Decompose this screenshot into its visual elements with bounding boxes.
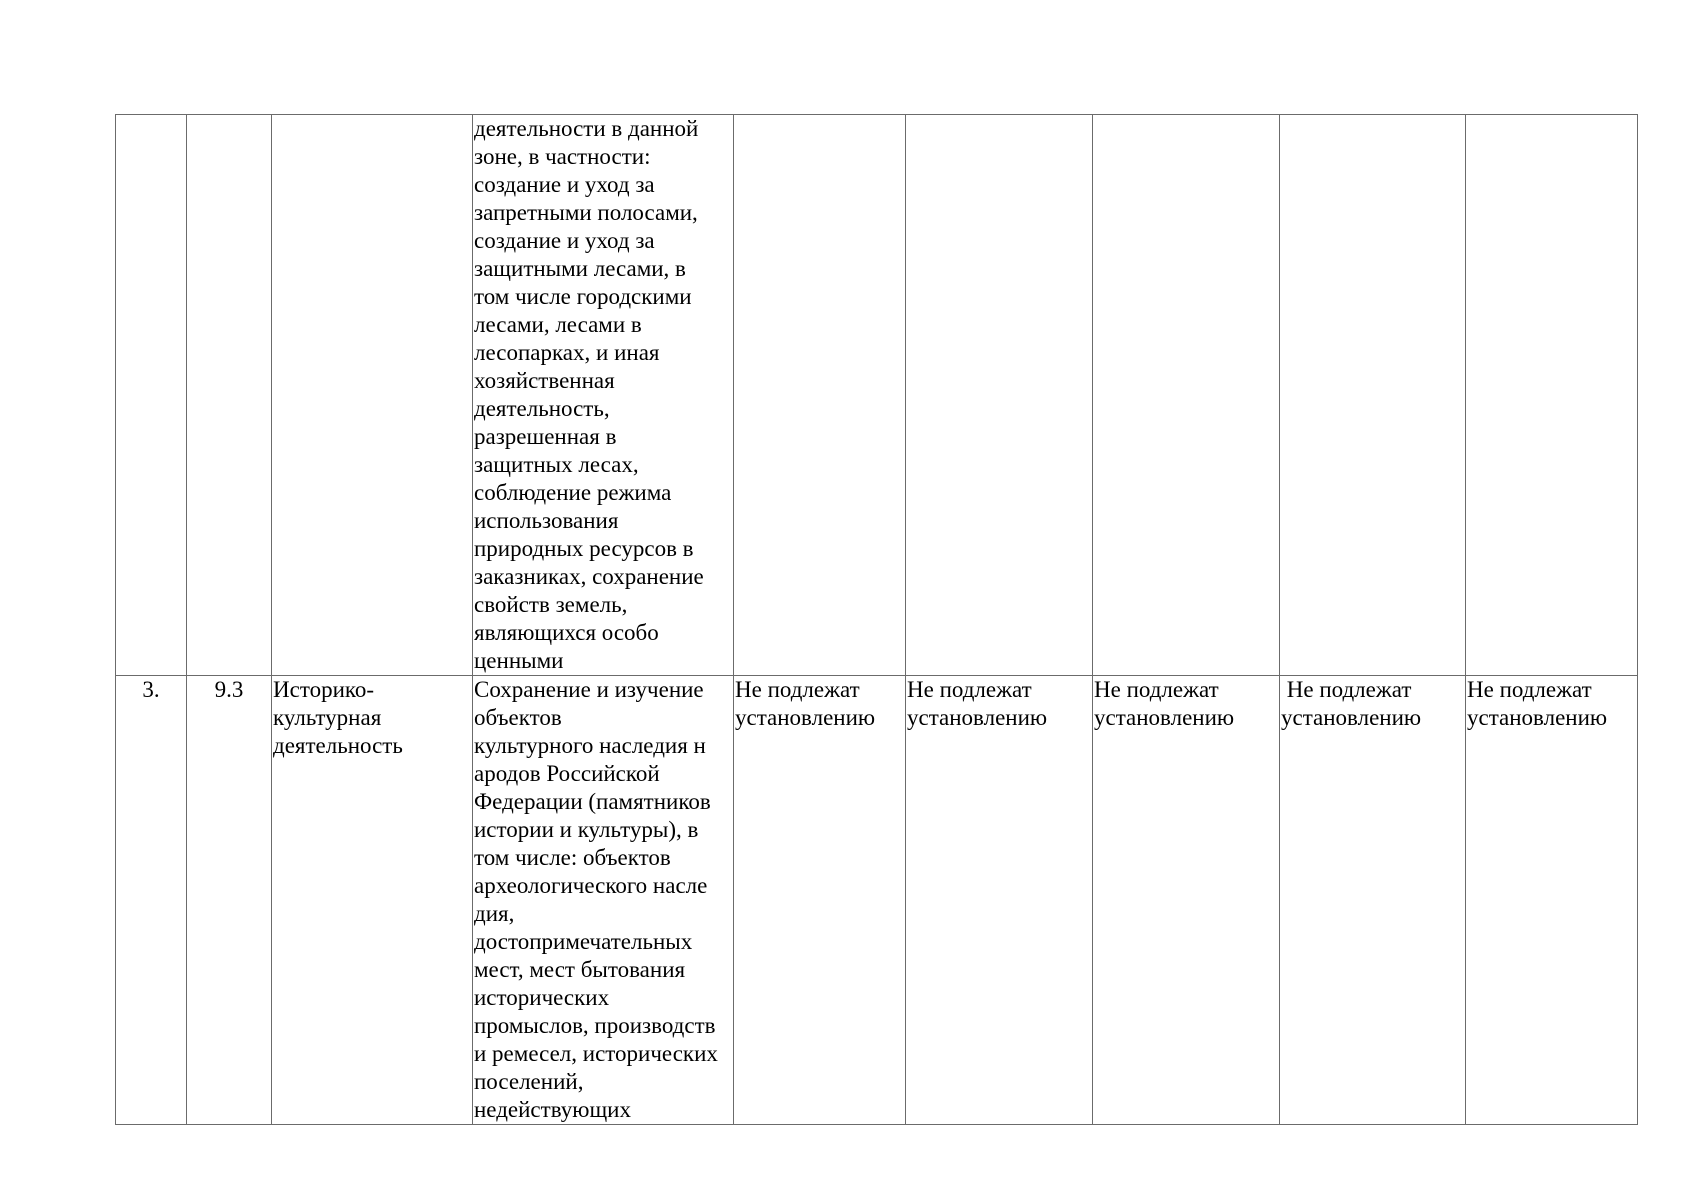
text-line: установлению <box>1094 705 1235 730</box>
text-line: исторических <box>474 985 610 1010</box>
row-number: 3. <box>142 677 160 702</box>
text-line: установлению <box>1281 705 1422 730</box>
text-line: и ремесел, исторических <box>474 1041 718 1066</box>
text-line: дия, <box>474 901 515 926</box>
use-name-cell <box>272 115 473 676</box>
text-line: лесами, лесами в <box>474 312 642 337</box>
parameter-cell <box>1466 676 1638 1125</box>
text-line: защитных лесах, <box>474 452 639 477</box>
text-line: природных ресурсов в <box>474 536 694 561</box>
parameter-cell <box>734 676 906 1125</box>
text-line: культурного наследия н <box>474 733 706 758</box>
text-line: установлению <box>907 705 1048 730</box>
text-line: Не подлежат <box>907 677 1032 702</box>
parameter-cell <box>1466 115 1638 676</box>
text-line: соблюдение режима <box>474 480 672 505</box>
text-line: запретными полосами, <box>474 200 698 225</box>
text-line: достопримечательных <box>474 929 693 954</box>
text-line: археологического насле <box>474 873 708 898</box>
text-line: Историко- <box>273 677 375 702</box>
text-line: установлению <box>735 705 876 730</box>
use-code: 9.3 <box>214 677 244 702</box>
parameter-cell <box>1093 676 1280 1125</box>
text-line: использования <box>474 508 619 533</box>
text-line: том числе: объектов <box>474 845 671 870</box>
text-line: деятельность, <box>474 396 610 421</box>
table-row <box>116 115 1638 676</box>
use-description-cell <box>473 676 734 1125</box>
text-line: установлению <box>1467 705 1608 730</box>
text-line: том числе городскими <box>474 284 692 309</box>
text-line: Сохранение и изучение <box>474 677 704 702</box>
text-line: свойств земель, <box>474 592 628 617</box>
use-name-cell <box>272 676 473 1125</box>
text-line: лесопарках, и иная <box>474 340 660 365</box>
row-number-cell <box>116 676 187 1125</box>
text-line: заказниках, сохранение <box>474 564 704 589</box>
text-line: ценными <box>474 648 564 673</box>
use-description-cell <box>473 115 734 676</box>
parameter-cell <box>1280 676 1466 1125</box>
parameter-cell <box>734 115 906 676</box>
parameter-cell <box>1280 115 1466 676</box>
table-row <box>116 676 1638 1125</box>
text-line: деятельности в данной <box>474 116 699 141</box>
text-line: являющихся особо <box>474 620 659 645</box>
text-line: культурная <box>273 705 382 730</box>
text-line: разрешенная в <box>474 424 617 449</box>
parameter-cell <box>1093 115 1280 676</box>
use-code-cell <box>187 676 272 1125</box>
text-line: создание и уход за <box>474 228 655 253</box>
text-line: создание и уход за <box>474 172 655 197</box>
text-line: ародов Российской <box>474 761 660 786</box>
zoning-table <box>115 114 1638 1125</box>
parameter-cell <box>906 676 1093 1125</box>
text-line: Не подлежат <box>1467 677 1592 702</box>
use-code-cell <box>187 115 272 676</box>
text-line: Федерации (памятников <box>474 789 711 814</box>
text-line: недействующих <box>474 1097 631 1122</box>
text-line: Не подлежат <box>735 677 860 702</box>
text-line: хозяйственная <box>474 368 615 393</box>
text-line: Не подлежат <box>1281 677 1412 702</box>
text-line: поселений, <box>474 1069 584 1094</box>
text-line: защитными лесами, в <box>474 256 686 281</box>
text-line: объектов <box>474 705 562 730</box>
row-number-cell <box>116 115 187 676</box>
parameter-cell <box>906 115 1093 676</box>
text-line: Не подлежат <box>1094 677 1219 702</box>
text-line: истории и культуры), в <box>474 817 699 842</box>
text-line: мест, мест бытования <box>474 957 686 982</box>
text-line: зоне, в частности: <box>474 144 651 169</box>
text-line: промыслов, производств <box>474 1013 716 1038</box>
text-line: деятельность <box>273 733 403 758</box>
